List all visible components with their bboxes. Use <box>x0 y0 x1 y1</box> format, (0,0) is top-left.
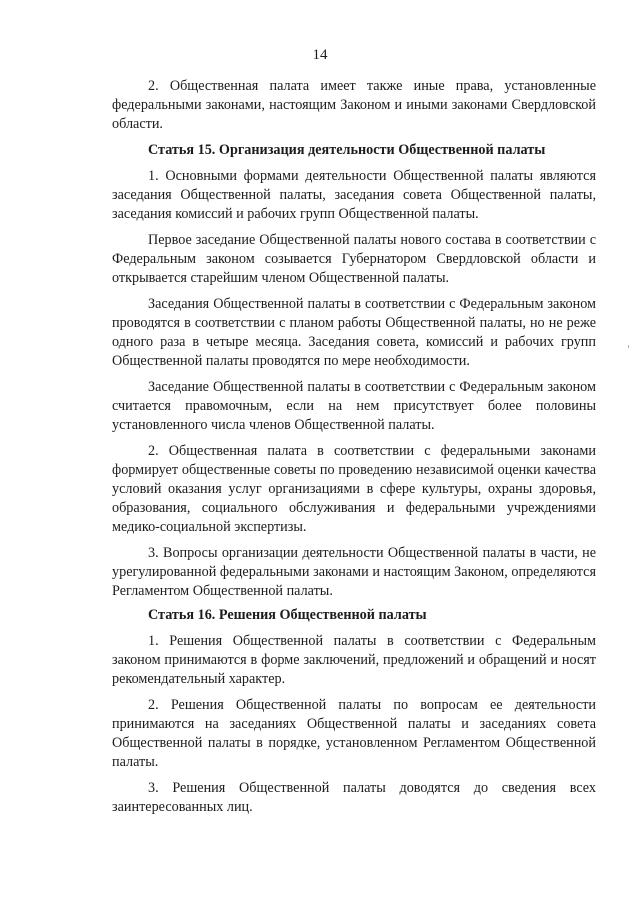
scan-margin-mark <box>628 345 629 348</box>
article-16-heading: Статья 16. Решения Общественной палаты <box>148 607 427 623</box>
page-number: 14 <box>312 47 328 63</box>
paragraph-article15-part2: 2. Общественная палата в соответствии с федеральными законами формирует общественные советы по проведению независимой оценки качества условий оказания услуг организациями в сфере культуры, охраны здоровья, образования, социального обслуживания и федеральными учреждениями медико-социальной экспертизы. <box>112 443 596 535</box>
paragraph-article16-part1: 1. Решения Общественной палаты в соответствии с Федеральным законом принимаются в форме заключений, предложений и обращений и носят рекомендательный характер. <box>112 633 596 687</box>
paragraph-first-session: Первое заседание Общественной палаты нового состава в соответствии с Федеральным законом созывается Губернатором Свердловской области и открывается старейшим членом Общественной палаты. <box>112 232 596 286</box>
article-15-heading: Статья 15. Организация деятельности Общественной палаты <box>148 142 546 158</box>
paragraph-article15-part1: 1. Основными формами деятельности Общественной палаты являются заседания Общественной палаты, заседания совета Общественной палаты, заседания комиссий и рабочих групп Общественной палаты. <box>112 168 596 222</box>
paragraph-article15-part3: 3. Вопросы организации деятельности Общественной палаты в части, не урегулированной федеральными законами и настоящим Законом, определяются Регламентом Общественной палаты. <box>112 545 596 599</box>
paragraph-article16-part3: 3. Решения Общественной палаты доводятся до сведения всех заинтересованных лиц. <box>112 780 596 815</box>
paragraph-article14-part2: 2. Общественная палата имеет также иные права, установленные федеральными законами, настоящим Законом и иными законами Свердловской области. <box>112 78 596 132</box>
paragraph-sessions-schedule: Заседания Общественной палаты в соответствии с Федеральным законом проводятся в соответствии с планом работы Общественной палаты, но не реже одного раза в четыре месяца. Заседания совета, комиссий и рабочих групп Общественной палаты проводятся по мере необходимости. <box>112 296 596 369</box>
document-body <box>112 77 596 824</box>
paragraph-quorum: Заседание Общественной палаты в соответствии с Федеральным законом считается правомочным, если на нем присутствует более половины установленного числа членов Общественной палаты. <box>112 379 596 433</box>
paragraph-article16-part2: 2. Решения Общественной палаты по вопросам ее деятельности принимаются на заседаниях Общественной палаты и заседаниях совета Общественной палаты в порядке, установленном Регламентом Общественной палаты. <box>112 697 596 770</box>
